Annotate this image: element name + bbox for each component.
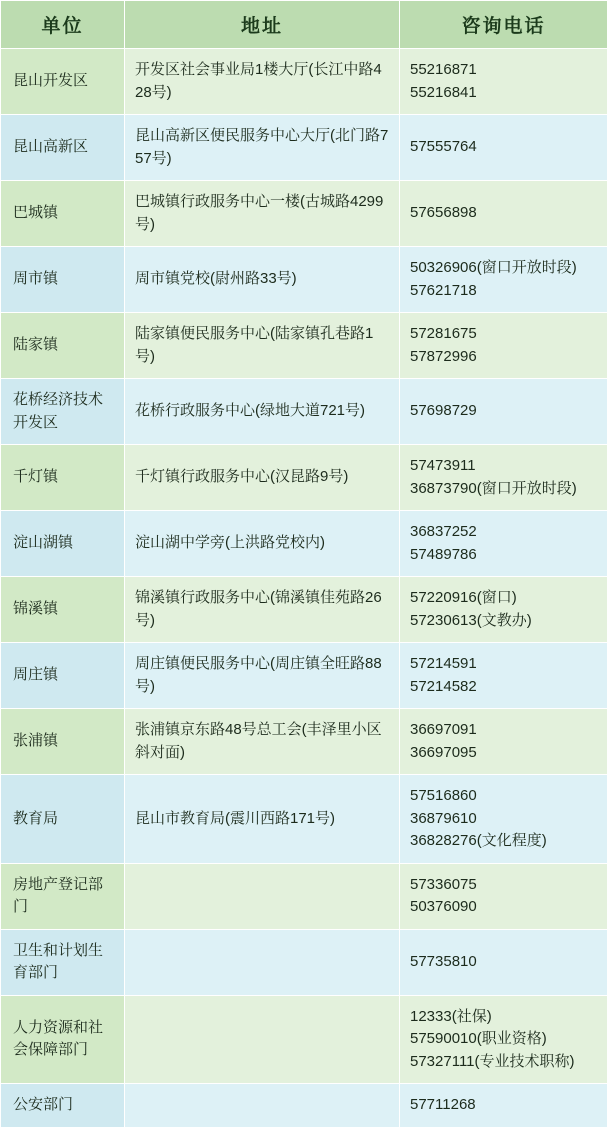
table-row [1, 643, 607, 709]
table-row [1, 115, 607, 181]
table-row [1, 577, 607, 643]
cell-unit: 昆山高新区 [1, 115, 125, 181]
phone-number: 57214591 [410, 653, 597, 676]
cell-phones [400, 511, 607, 577]
cell-address: 巴城镇行政服务中心一楼(古城路4299号) [125, 181, 400, 247]
table-row [1, 313, 607, 379]
cell-phones [400, 49, 607, 115]
phone-number: 57555764 [410, 136, 597, 159]
cell-phones [400, 775, 607, 864]
cell-phones [400, 643, 607, 709]
cell-phones [400, 313, 607, 379]
cell-phones [400, 115, 607, 181]
phone-number: 50376090 [410, 896, 597, 919]
cell-address: 花桥行政服务中心(绿地大道721号) [125, 379, 400, 445]
phone-number: 57711268 [410, 1094, 597, 1117]
table-row [1, 775, 607, 864]
table-row [1, 49, 607, 115]
cell-unit: 教育局 [1, 775, 125, 864]
phone-number: 57698729 [410, 400, 597, 423]
cell-address: 昆山高新区便民服务中心大厅(北门路757号) [125, 115, 400, 181]
cell-phones [400, 863, 607, 929]
cell-phones [400, 445, 607, 511]
table-row [1, 181, 607, 247]
cell-unit: 淀山湖镇 [1, 511, 125, 577]
cell-unit: 花桥经济技术开发区 [1, 379, 125, 445]
phone-number: 36828276(文化程度) [410, 830, 597, 853]
cell-unit: 昆山开发区 [1, 49, 125, 115]
cell-unit: 卫生和计划生育部门 [1, 929, 125, 995]
cell-unit: 周庄镇 [1, 643, 125, 709]
phone-number: 36879610 [410, 808, 597, 831]
table-row [1, 929, 607, 995]
phone-number: 57336075 [410, 874, 597, 897]
cell-unit: 人力资源和社会保障部门 [1, 995, 125, 1084]
phone-number: 57621718 [410, 280, 597, 303]
cell-unit: 周市镇 [1, 247, 125, 313]
phone-number: 57590010(职业资格) [410, 1028, 597, 1051]
table-row [1, 995, 607, 1084]
table-row [1, 379, 607, 445]
phone-number: 57473911 [410, 455, 597, 478]
phone-number: 36873790(窗口开放时段) [410, 478, 597, 501]
cell-address [125, 929, 400, 995]
cell-address: 开发区社会事业局1楼大厅(长江中路428号) [125, 49, 400, 115]
phone-number: 55216841 [410, 82, 597, 105]
cell-phones [400, 247, 607, 313]
cell-unit: 张浦镇 [1, 709, 125, 775]
cell-address: 陆家镇便民服务中心(陆家镇孔巷路1号) [125, 313, 400, 379]
cell-address: 张浦镇京东路48号总工会(丰泽里小区斜对面) [125, 709, 400, 775]
phone-number: 57230613(文教办) [410, 610, 597, 633]
table-body [1, 49, 607, 1128]
phone-number: 12333(社保) [410, 1006, 597, 1029]
cell-address: 周庄镇便民服务中心(周庄镇全旺路88号) [125, 643, 400, 709]
cell-phones [400, 709, 607, 775]
cell-address [125, 1084, 400, 1128]
cell-phones [400, 1084, 607, 1128]
cell-unit: 锦溪镇 [1, 577, 125, 643]
cell-unit: 陆家镇 [1, 313, 125, 379]
cell-address: 淀山湖中学旁(上洪路党校内) [125, 511, 400, 577]
column-header-unit: 单位 [1, 1, 125, 49]
cell-phones [400, 995, 607, 1084]
cell-unit: 千灯镇 [1, 445, 125, 511]
cell-address [125, 863, 400, 929]
table-header [1, 1, 607, 49]
cell-phones [400, 929, 607, 995]
phone-number: 57281675 [410, 323, 597, 346]
phone-number: 57327111(专业技术职称) [410, 1051, 597, 1074]
column-header-phone: 咨询电话 [400, 1, 607, 49]
cell-address: 昆山市教育局(震川西路171号) [125, 775, 400, 864]
table-header-row [1, 1, 607, 49]
cell-unit: 公安部门 [1, 1084, 125, 1128]
table-row [1, 709, 607, 775]
phone-number: 57735810 [410, 951, 597, 974]
cell-address: 锦溪镇行政服务中心(锦溪镇佳苑路26号) [125, 577, 400, 643]
phone-number: 36697095 [410, 742, 597, 765]
table-row [1, 863, 607, 929]
cell-address: 千灯镇行政服务中心(汉昆路9号) [125, 445, 400, 511]
cell-phones [400, 577, 607, 643]
phone-number: 57656898 [410, 202, 597, 225]
phone-number: 57214582 [410, 676, 597, 699]
cell-phones [400, 181, 607, 247]
cell-unit: 房地产登记部门 [1, 863, 125, 929]
table-row [1, 511, 607, 577]
phone-number: 36697091 [410, 719, 597, 742]
table-row [1, 247, 607, 313]
phone-number: 57872996 [410, 346, 597, 369]
phone-number: 57516860 [410, 785, 597, 808]
phone-number: 50326906(窗口开放时段) [410, 257, 597, 280]
cell-address: 周市镇党校(尉州路33号) [125, 247, 400, 313]
column-header-address: 地址 [125, 1, 400, 49]
phone-number: 55216871 [410, 59, 597, 82]
cell-address [125, 995, 400, 1084]
cell-unit: 巴城镇 [1, 181, 125, 247]
cell-phones [400, 379, 607, 445]
phone-number: 57220916(窗口) [410, 587, 597, 610]
table-row [1, 1084, 607, 1128]
table-row [1, 445, 607, 511]
phone-number: 57489786 [410, 544, 597, 567]
phone-number: 36837252 [410, 521, 597, 544]
